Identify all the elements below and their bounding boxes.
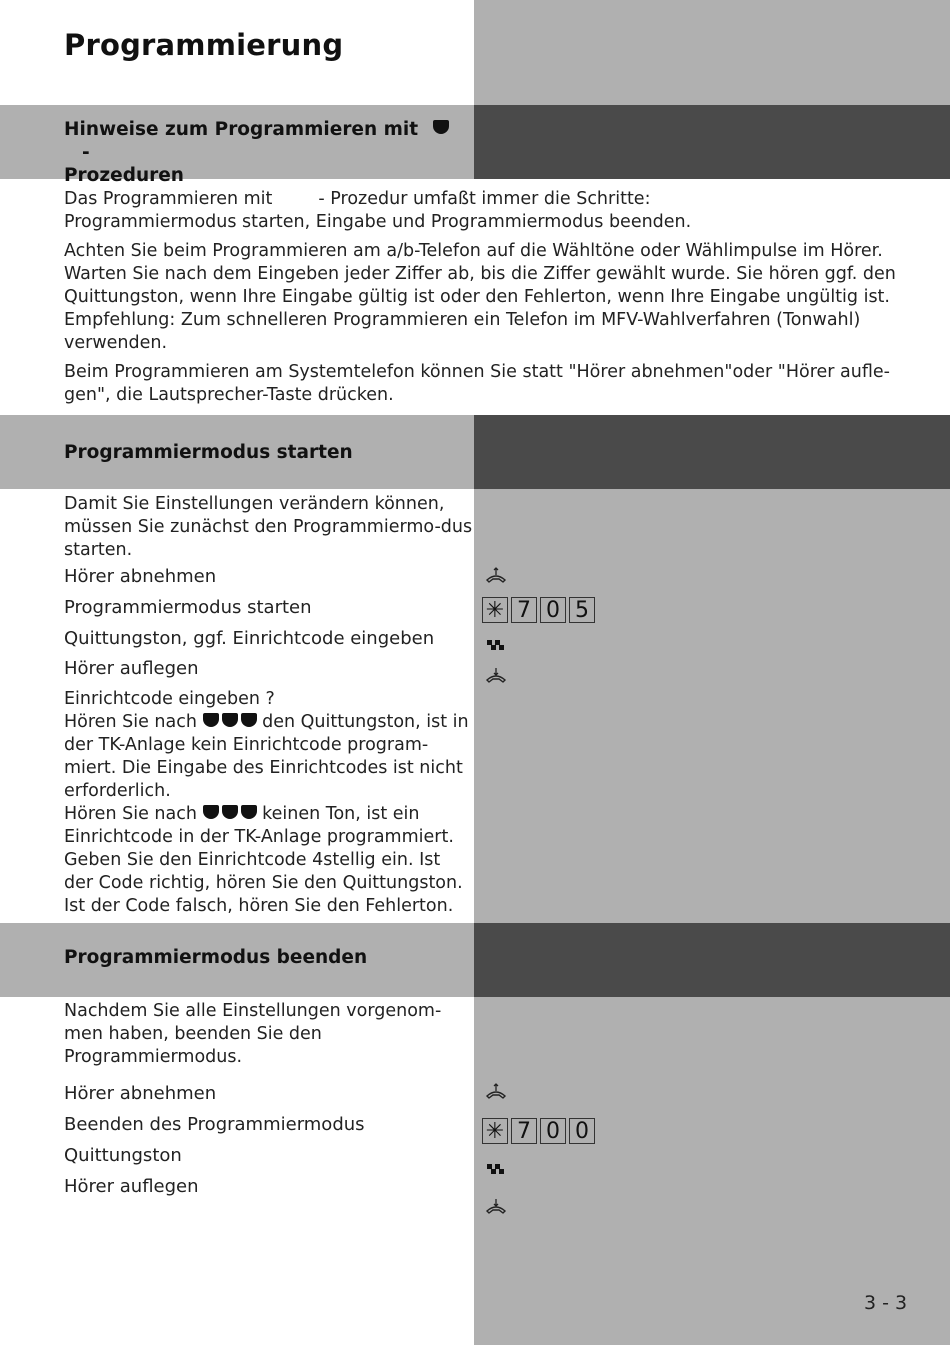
intro-end: Nachdem Sie alle Einstellungen vorgenom-men haben, beenden Sie den Programmiermodus.: [64, 1001, 442, 1067]
handset-key-icon: [203, 805, 219, 819]
hang-up-handset-icon: [484, 1197, 508, 1217]
digit-key: 5: [569, 597, 595, 623]
section-band-start-dark: [474, 415, 950, 489]
digit-key: 0: [540, 1118, 566, 1144]
heading-text: Hinweise zum Programmieren mit: [64, 119, 419, 140]
confirm-tone-icon: [484, 1160, 508, 1180]
note-text: Hören Sie nach: [64, 712, 197, 732]
digit-key: 7: [511, 1118, 537, 1144]
note-text: Hören Sie nach: [64, 804, 197, 824]
handset-key-icon: [433, 120, 449, 134]
step-confirm-tone: Quittungston, ggf. Einrichtcode eingeben: [64, 628, 435, 649]
keypad-sequence-end: [482, 1118, 595, 1144]
step-hang-up: Hörer auflegen: [64, 1176, 199, 1197]
step-lift-handset: Hörer abnehmen: [64, 566, 217, 587]
note-text: den Quittungston, ist in der TK-Anlage kein Einrichtcode program-miert. Die Eingabe des Einrichtcodes ist nicht erforderlich.: [64, 712, 469, 801]
hang-up-handset-icon: [484, 666, 508, 686]
para-text: Das Programmieren mit: [64, 189, 273, 209]
lift-handset-icon: [484, 566, 508, 586]
handset-key-icon: [222, 805, 238, 819]
star-key: ✳: [482, 597, 508, 623]
intro-start: Damit Sie Einstellungen verändern können, müssen Sie zunächst den Programmiermo-dus starten.: [64, 494, 473, 560]
handset-key-icon: [222, 713, 238, 727]
step-confirm-tone: Quittungston: [64, 1145, 182, 1166]
heading-dash: -: [82, 142, 90, 163]
section-band-hinweise-dark: [474, 105, 950, 179]
handset-key-icon: [241, 713, 257, 727]
note-title: Einrichtcode eingeben ?: [64, 689, 275, 709]
note-einrichtcode: [64, 688, 474, 918]
digit-key: 0: [569, 1118, 595, 1144]
section-heading-start: Programmiermodus starten: [64, 442, 353, 463]
step-end-mode: Beenden des Programmiermodus: [64, 1114, 365, 1135]
star-key: ✳: [482, 1118, 508, 1144]
para-text: - Prozedur umfaßt immer die Schritte:: [318, 189, 651, 209]
digit-key: 0: [540, 597, 566, 623]
handset-key-icon: [203, 713, 219, 727]
note-text: keinen Ton, ist ein Einrichtcode in der TK-Anlage programmiert. Geben Sie den Einrichtcode 4stellig ein. Ist der Code richtig, hören Sie den Quittungston. Ist der Code falsch, hören Sie den Fehlerton.: [64, 804, 463, 916]
para-text: Programmiermodus starten, Eingabe und Programmiermodus beenden.: [64, 212, 692, 232]
digit-key: 7: [511, 597, 537, 623]
keypad-sequence-start: [482, 597, 595, 623]
page-title: Programmierung: [64, 28, 344, 62]
page-number: 3 - 3: [864, 1292, 908, 1314]
paragraph-systemphone: Beim Programmieren am Systemtelefon können Sie statt "Hörer abnehmen"oder "Hörer aufle-gen", die Lautsprecher-Taste drücken.: [64, 362, 890, 405]
confirm-tone-icon: [484, 636, 508, 656]
handset-key-icon: [241, 805, 257, 819]
step-hang-up: Hörer auflegen: [64, 658, 199, 679]
section-band-end-dark: [474, 923, 950, 997]
lift-handset-icon: [484, 1082, 508, 1102]
section-heading-hinweise: [64, 118, 464, 187]
heading-text-2: Prozeduren: [64, 165, 184, 186]
step-lift-handset: Hörer abnehmen: [64, 1083, 217, 1104]
paragraph-hints: Achten Sie beim Programmieren am a/b-Telefon auf die Wähltöne oder Wählimpulse im Hörer. Warten Sie nach dem Eingeben jeder Ziffer ab, bis die Ziffer gewählt wurde. Sie hören ggf. den Quittungston, wenn Ihre Eingabe gültig ist oder den Fehlerton, wenn Ihre Eingabe ungültig ist. Empfehlung: Zum schnelleren Programmieren ein Telefon im MFV-Wahlverfahren (Tonwahl) verwenden.: [64, 241, 896, 353]
section-heading-end: Programmiermodus beenden: [64, 947, 368, 968]
paragraph-steps: [64, 188, 924, 234]
step-start-mode: Programmiermodus starten: [64, 597, 312, 618]
